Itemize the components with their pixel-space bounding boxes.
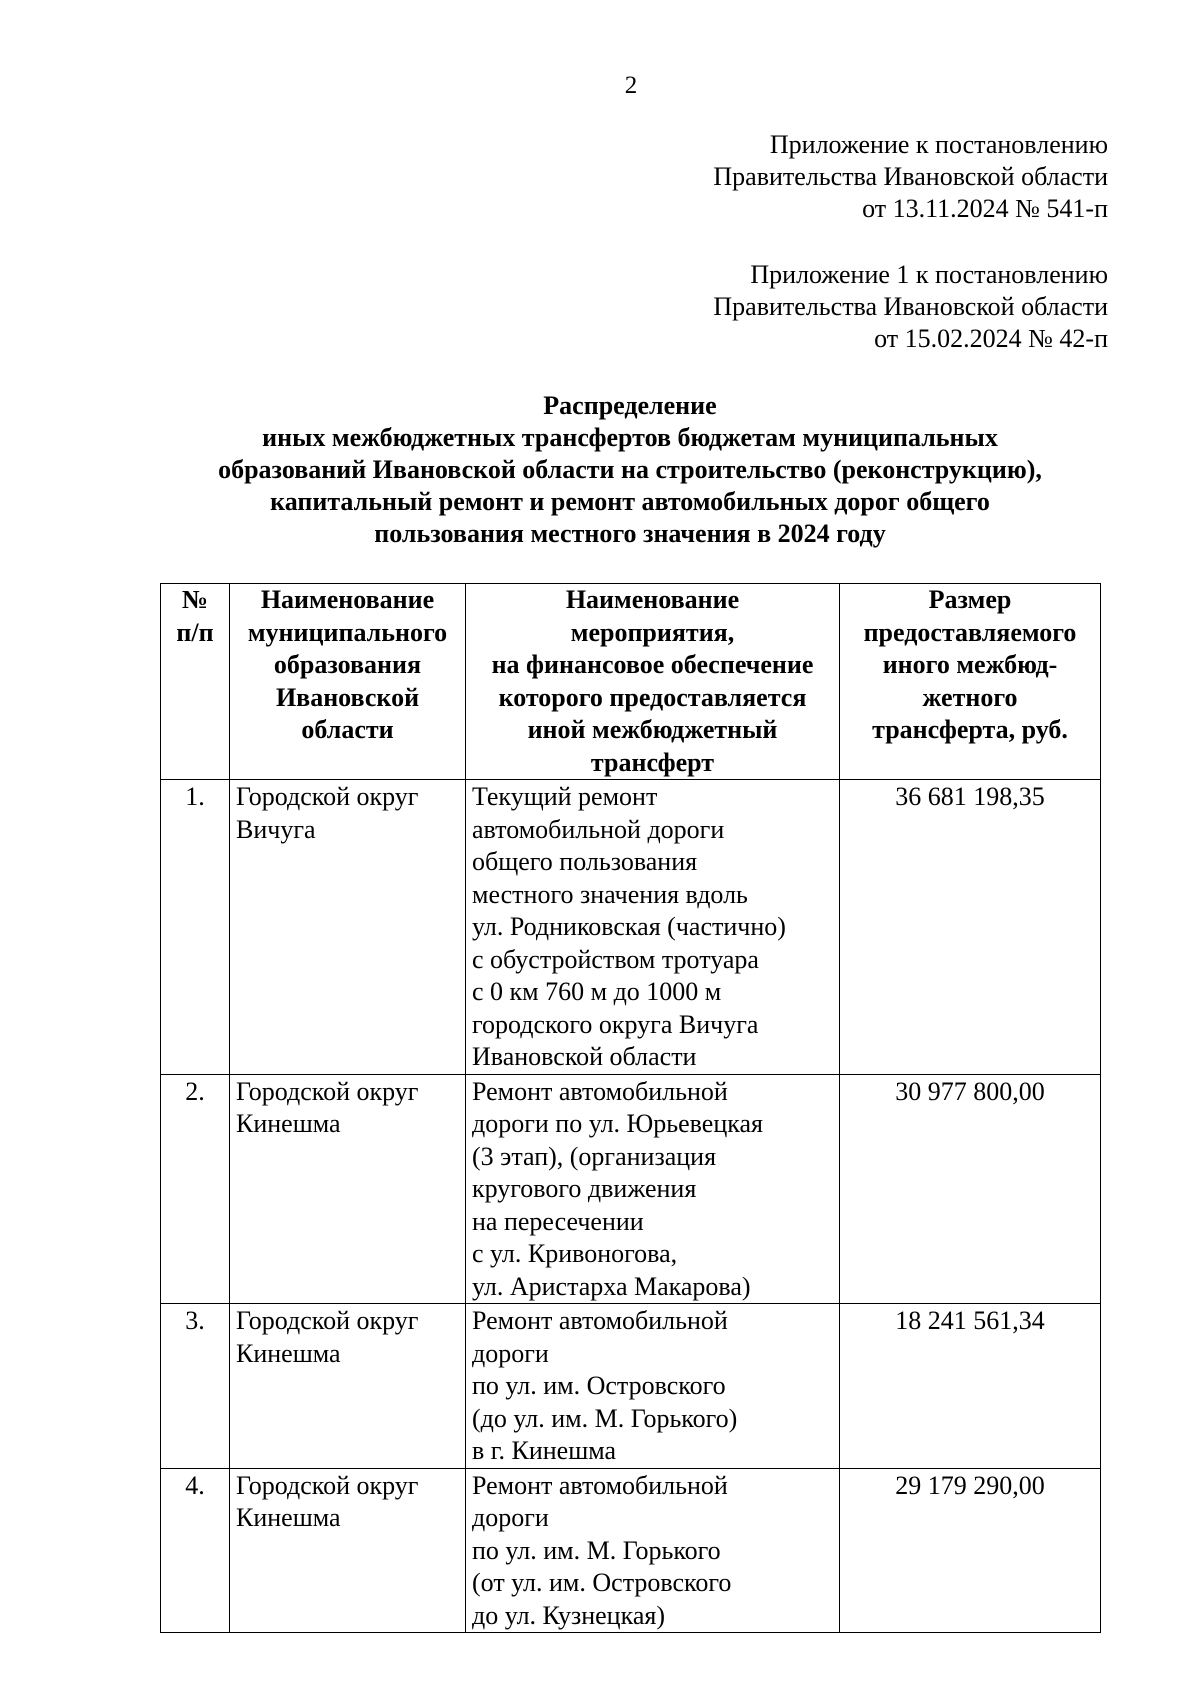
- cell-line: ул. Родниковская (частично): [472, 912, 786, 941]
- cell-line: до ул. Кузнецкая): [472, 1600, 665, 1630]
- title-line: капитальный ремонт и ремонт автомобильных дорог общего: [270, 487, 990, 516]
- appendix-current: [713, 129, 1108, 225]
- cell-line: с ул. Кривоногова,: [472, 1239, 678, 1268]
- header-num: [161, 584, 230, 780]
- cell-line: Городской округ: [236, 1076, 419, 1106]
- row-number: 3.: [161, 1304, 230, 1469]
- page-number: 2: [624, 72, 638, 99]
- header-amount: [840, 584, 1101, 780]
- table-row: [161, 780, 1101, 1075]
- header-measure: [466, 584, 840, 780]
- cell-line: по ул. им. М. Горького: [472, 1535, 721, 1565]
- row-number: 1.: [161, 780, 230, 1075]
- appendix-current-line: от 13.11.2024 № 541-п: [862, 194, 1108, 223]
- table-header-row: [161, 584, 1101, 780]
- header-text: Наименование: [260, 585, 435, 614]
- header-text: трансферт: [590, 747, 715, 777]
- appendix-original-line: Приложение 1 к постановлению: [750, 260, 1108, 289]
- row-number: 2.: [161, 1074, 230, 1304]
- table-row: [161, 1468, 1101, 1633]
- cell-line: дороги по ул. Юрьевецкая: [472, 1109, 763, 1138]
- cell-line: ул. Аристарха Макарова): [472, 1271, 751, 1301]
- cell-line: Ремонт автомобильной: [472, 1076, 728, 1106]
- header-text: жетного: [922, 682, 1018, 712]
- header-text: предоставляемого: [863, 617, 1077, 647]
- cell-line: местного значения вдоль: [472, 879, 748, 909]
- header-text: Ивановской: [275, 682, 420, 712]
- header-text: области: [301, 715, 394, 744]
- header-text: которого предоставляется: [498, 682, 807, 712]
- cell-line: автомобильной дороги: [472, 814, 725, 844]
- row-municipality: [230, 1074, 466, 1304]
- cell-line: дороги: [472, 1338, 549, 1368]
- appendix-original-line: от 15.02.2024 № 42-п: [874, 324, 1108, 353]
- cell-line: Городской округ: [236, 782, 419, 811]
- cell-line: (до ул. им. М. Горького): [472, 1403, 738, 1433]
- cell-line: Ивановской области: [472, 1042, 697, 1071]
- cell-line: с обустройством тротуара: [472, 944, 759, 974]
- table-row: [161, 1304, 1101, 1469]
- cell-line: общего пользования: [472, 847, 698, 876]
- title-line: иных межбюджетных трансфертов бюджетам муниципальных: [262, 423, 998, 452]
- cell-line: (от ул. им. Островского: [472, 1568, 732, 1597]
- appendix-original-line: Правительства Ивановской области: [713, 292, 1108, 321]
- cell-line: городского округа Вичуга: [472, 1009, 759, 1039]
- row-measure: [466, 1304, 840, 1469]
- row-measure: [466, 780, 840, 1075]
- cell-line: Вичуга: [236, 814, 316, 844]
- header-text: муниципального: [247, 617, 448, 647]
- header-text: на финансовое обеспечение: [491, 650, 814, 679]
- header-text: иной межбюджетный: [527, 715, 778, 744]
- header-text: трансферта, руб.: [872, 715, 1068, 744]
- cell-line: Городской округ: [236, 1470, 419, 1500]
- document-title: [160, 390, 1100, 550]
- row-measure: [466, 1074, 840, 1304]
- row-municipality: [230, 1304, 466, 1469]
- cell-line: Кинешма: [236, 1109, 341, 1138]
- row-amount: 29 179 290,00: [840, 1468, 1101, 1633]
- cell-line: в г. Кинешма: [472, 1436, 617, 1465]
- cell-line: (3 этап), (организация: [472, 1141, 717, 1171]
- cell-line: Кинешма: [236, 1503, 341, 1532]
- appendix-original: [713, 259, 1108, 355]
- cell-line: Кинешма: [236, 1338, 341, 1368]
- appendix-current-line: Правительства Ивановской области: [713, 162, 1108, 191]
- row-amount: 36 681 198,35: [840, 780, 1101, 1075]
- header-municipality: [230, 584, 466, 780]
- cell-line: Городской округ: [236, 1306, 419, 1335]
- row-number: 4.: [161, 1468, 230, 1633]
- header-text: Размер: [928, 585, 1012, 614]
- header-text: мероприятия,: [570, 617, 735, 647]
- cell-line: с 0 км 760 м до 1000 м: [472, 977, 722, 1006]
- cell-line: по ул. им. Островского: [472, 1371, 726, 1400]
- header-text: иного межбюд-: [882, 650, 1058, 679]
- title-line: пользования местного значения в 2024 году: [374, 519, 886, 548]
- cell-line: дороги: [472, 1503, 549, 1532]
- header-text: №: [181, 585, 209, 614]
- table-row: [161, 1074, 1101, 1304]
- title-line: Распределение: [543, 391, 717, 420]
- cell-line: на пересечении: [472, 1206, 644, 1236]
- row-amount: 18 241 561,34: [840, 1304, 1101, 1469]
- cell-line: Ремонт автомобильной: [472, 1306, 728, 1335]
- cell-line: Текущий ремонт: [472, 782, 658, 811]
- row-municipality: [230, 1468, 466, 1633]
- appendix-current-line: Приложение к постановлению: [769, 130, 1108, 159]
- row-municipality: [230, 780, 466, 1075]
- title-line: образований Ивановской области на строительство (реконструкцию),: [218, 455, 1042, 484]
- distribution-table: [160, 583, 1101, 1633]
- header-text: п/п: [176, 617, 214, 647]
- cell-line: Ремонт автомобильной: [472, 1470, 728, 1500]
- row-amount: 30 977 800,00: [840, 1074, 1101, 1304]
- cell-line: кругового движения: [472, 1174, 697, 1203]
- row-measure: [466, 1468, 840, 1633]
- header-text: образования: [273, 650, 422, 679]
- header-text: Наименование: [565, 585, 740, 614]
